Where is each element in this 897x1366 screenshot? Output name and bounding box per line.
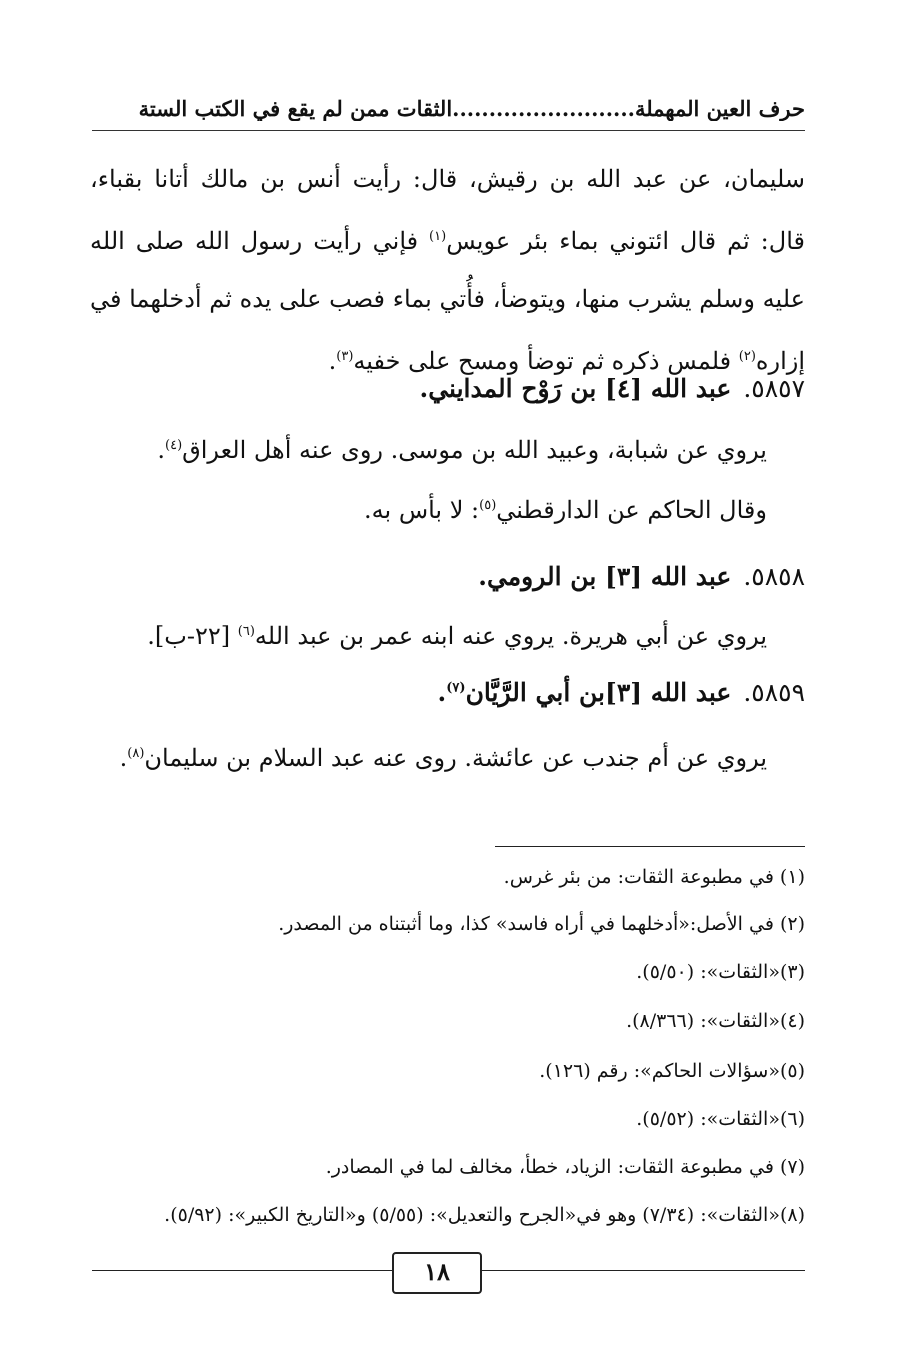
entry-name: عبد الله [٣]بن أبي الرَّيَّان [465,678,732,707]
footnote: (٤)«الثقات»: (٨/٣٦٦). [626,1010,805,1032]
entry-line [87,436,767,464]
footnote-ref: (١) [429,229,447,244]
footnote-ref: (٥) [479,498,497,513]
entry-number: ٥٨٥٧. [743,374,805,403]
paragraph-end: . [328,347,337,375]
entry-heading [90,374,805,403]
entry-number: ٥٨٥٨. [743,562,805,591]
header-rule [92,130,805,131]
entry-line [87,744,767,772]
entry-name: عبد الله [٣] بن الرومي. [478,562,732,591]
running-header: حرف العين المهملة.........................الثقات ممن لم يقع في الكتب الستة [138,96,805,121]
footnote-ref: (٣) [336,349,354,364]
entry-line [87,496,767,524]
page-number: ١٨ [392,1252,482,1294]
entry-number: ٥٨٥٩. [743,678,805,707]
entry-name: عبد الله [٤] بن رَوْح المدايني. [419,374,732,403]
footnote: (٧) في مطبوعة الثقات: الزياد، خطأ، مخالف لما في المصادر. [325,1156,805,1178]
footnote-ref: (٤) [165,438,183,453]
footnote: (٥)«سؤالات الحاكم»: رقم (١٢٦). [539,1060,805,1082]
paragraph-text: سليمان، عن عبد الله بن رقيش، قال: رأيت أنس بن مالك أتانا بقباء، قال: ثم قال ائتوني بماء بئر عويس [90,165,805,255]
entry-name-end: . [437,678,447,707]
footnote-ref: (٧) [446,680,466,696]
entry-text-end: [٢٢-ب]. [147,622,238,650]
footnote: (٣)«الثقات»: (٥/٥٠). [636,961,805,983]
entry-text: يروي عن أبي هريرة. يروي عنه ابنه عمر بن عبد الله [254,622,767,650]
paragraph-text: فإني رأيت رسول الله صلى الله عليه وسلم يشرب منها، ويتوضأ، فأُتي بماء فصب على يده ثم أدخلهما في إزاره [90,227,805,375]
entry-text-end: . [119,744,128,772]
entry-heading [90,562,805,591]
entry-text-end: . [157,436,165,464]
entry-heading [90,678,805,707]
footnote: (٦)«الثقات»: (٥/٥٢). [636,1108,805,1130]
footnote: (٢) في الأصل:«أدخلهما في أراه فاسد» كذا، وما أثبتناه من المصدر. [278,913,805,935]
footnote-ref: (٦) [237,624,255,639]
footnote: (٨)«الثقات»: (٧/٣٤) وهو في«الجرح والتعديل»: (٥/٥٥) و«التاريخ الكبير»: (٥/٩٢). [164,1204,805,1226]
entry-line [87,622,767,650]
entry-text: يروي عن أم جندب عن عائشة. روى عنه عبد السلام بن سليمان [144,744,767,772]
entry-text: يروي عن شبابة، وعبيد الله بن موسى. روى عنه أهل العراق [182,436,767,464]
footnote-ref: (٨) [127,746,145,761]
paragraph-text: فلمس ذكره ثم توضأ ومسح على خفيه [353,347,739,375]
entry-text: وقال الحاكم عن الدارقطني [496,496,767,524]
continued-paragraph [90,150,805,390]
footnote-ref: (٢) [738,349,756,364]
entry-text-end: : لا بأس به. [364,496,480,524]
footnote-rule [495,846,805,847]
footnote: (١) في مطبوعة الثقات: من بئر غرس. [503,866,805,888]
